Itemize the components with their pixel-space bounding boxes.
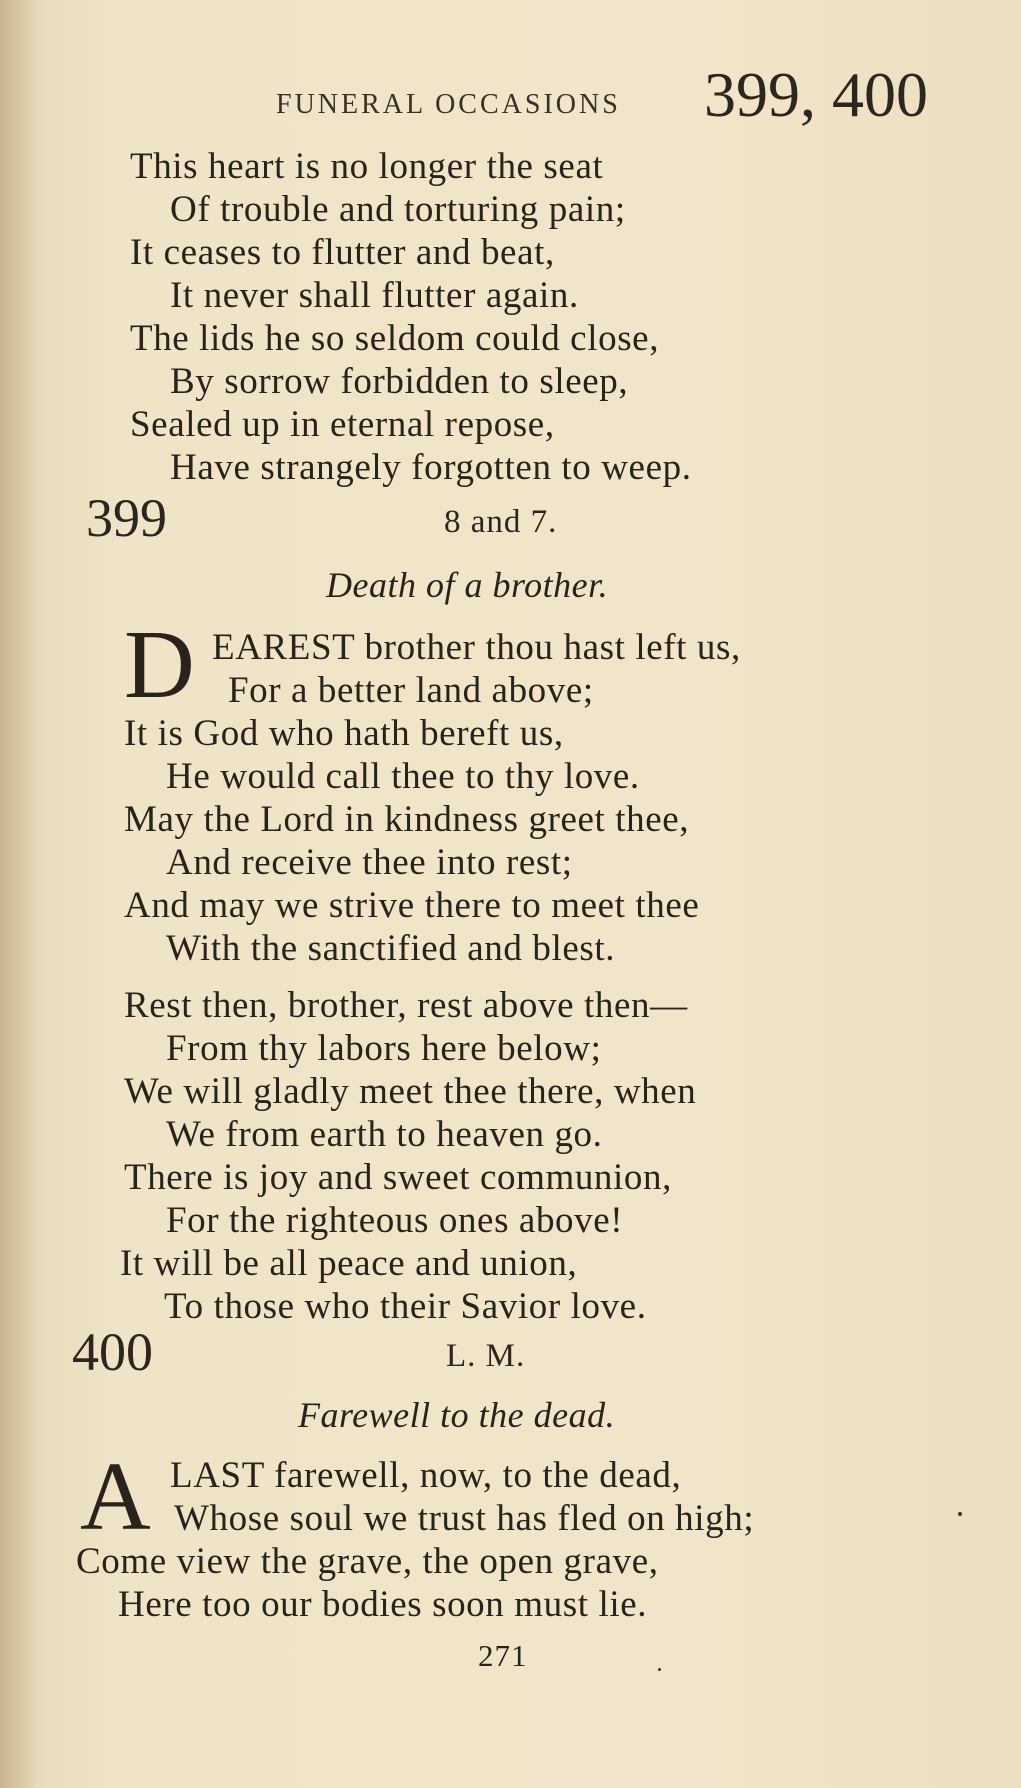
hymn-number: 400 <box>72 1322 153 1382</box>
verse-line: With the sanctified and blest. <box>166 928 616 969</box>
verse-line: From thy labors here below; <box>166 1028 602 1069</box>
verse-line: There is joy and sweet communion, <box>124 1157 672 1198</box>
verse-line: Come view the grave, the open grave, <box>76 1541 659 1582</box>
section-title: FUNERAL OCCASIONS <box>276 89 621 120</box>
verse-line: EAREST brother thou hast left us, <box>212 627 741 668</box>
verse-line: For the righteous ones above! <box>166 1200 624 1241</box>
verse-line: This heart is no longer the seat <box>130 146 604 187</box>
hymn-meter: L. M. <box>446 1338 526 1374</box>
drop-cap: A <box>80 1443 151 1551</box>
verse-line: Rest then, brother, rest above then— <box>124 985 688 1026</box>
verse-line: To those who their Savior love. <box>164 1286 647 1327</box>
verse-line: It ceases to flutter and beat, <box>130 232 555 273</box>
verse-line: For a better land above; <box>228 670 594 711</box>
verse-line: We from earth to heaven go. <box>166 1114 603 1155</box>
verse-line: It will be all peace and union, <box>120 1243 578 1284</box>
hymn-number: 399 <box>86 488 167 548</box>
verse-line: Whose soul we trust has fled on high; <box>174 1498 755 1539</box>
verse-line: He would call thee to thy love. <box>166 756 640 797</box>
verse-line: It never shall flutter again. <box>170 275 579 316</box>
verse-line: Have strangely forgotten to weep. <box>170 447 692 488</box>
drop-cap: D <box>124 611 195 719</box>
verse-line: And may we strive there to meet thee <box>124 885 700 926</box>
verse-line: Of trouble and torturing pain; <box>170 189 626 230</box>
verse-line: We will gladly meet thee there, when <box>124 1071 697 1112</box>
verse-line: It is God who hath bereft us, <box>124 713 564 754</box>
verse-line: Sealed up in eternal repose, <box>130 404 555 445</box>
hymn-meter: 8 and 7. <box>444 504 558 540</box>
header-hymn-numbers: 399, 400 <box>704 59 928 130</box>
verse-line: By sorrow forbidden to sleep, <box>170 361 629 402</box>
verse-line: The lids he so seldom could close, <box>130 318 660 359</box>
page-number: 271 <box>478 1638 528 1673</box>
verse-line: LAST farewell, now, to the dead, <box>170 1455 682 1496</box>
ink-speck <box>958 1512 962 1516</box>
hymn-title: Farewell to the dead. <box>298 1395 616 1435</box>
verse-line: May the Lord in kindness greet thee, <box>124 799 690 840</box>
verse-line: Here too our bodies soon must lie. <box>118 1584 648 1625</box>
ink-speck <box>658 1668 661 1671</box>
hymn-title: Death of a brother. <box>326 565 609 605</box>
verse-line: And receive thee into rest; <box>166 842 573 883</box>
running-header <box>0 58 1021 138</box>
